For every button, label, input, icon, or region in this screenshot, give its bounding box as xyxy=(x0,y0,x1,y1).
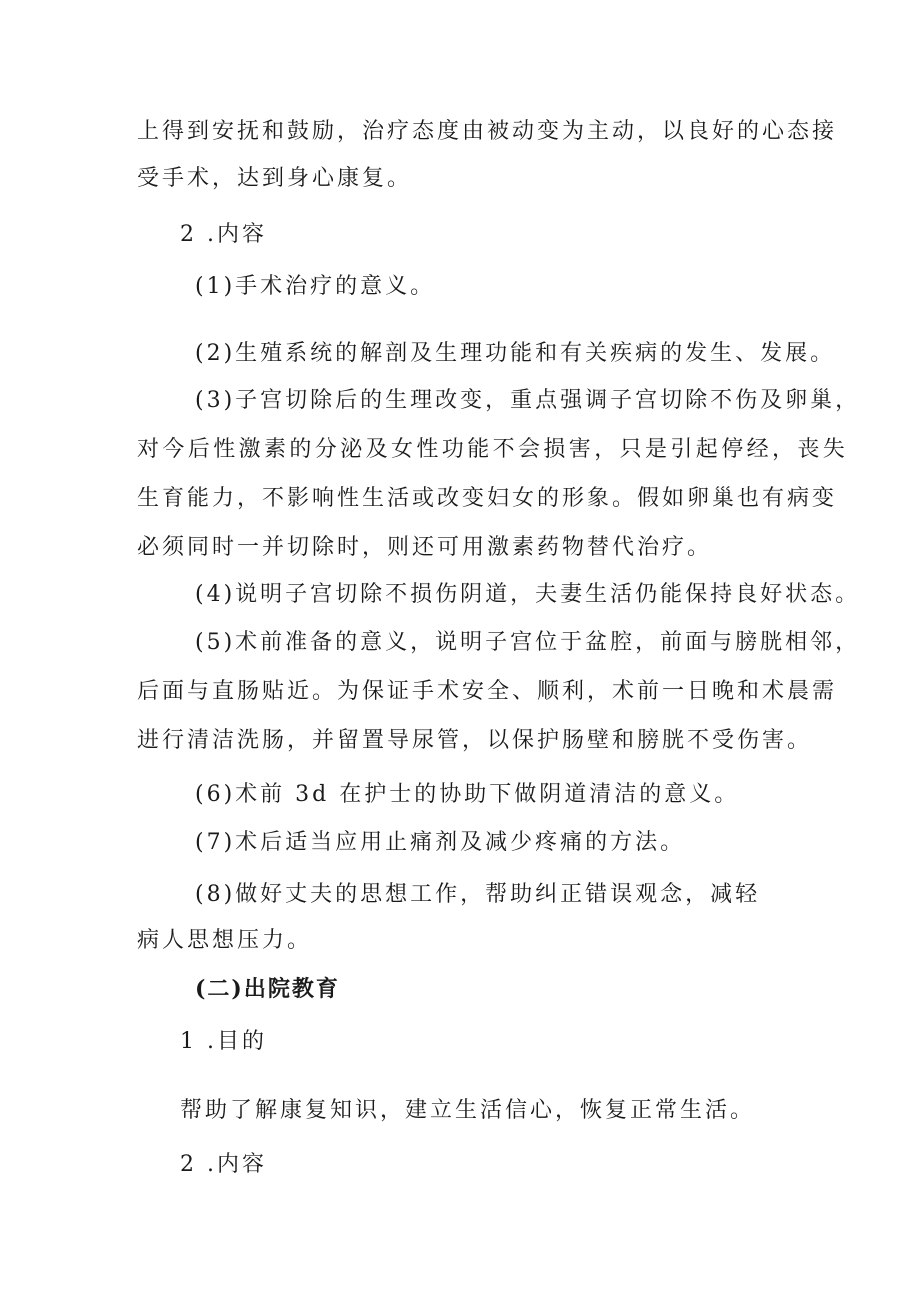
section-heading: 2 .内容 xyxy=(180,1152,267,1177)
paragraph-line: 受手术，达到身心康复。 xyxy=(137,166,413,191)
list-item: (1)手术治疗的意义。 xyxy=(195,274,436,299)
section-heading: 2 .内容 xyxy=(180,222,267,247)
list-item: (6)术前 3d 在护士的协助下做阴道清洁的意义。 xyxy=(195,782,740,807)
section-heading: (二)出院教育 xyxy=(195,976,340,1002)
list-item: (5)术前准备的意义，说明子宫位于盆腔，前面与膀胱相邻， xyxy=(195,630,861,655)
paragraph-line: 帮助了解康复知识，建立生活信心，恢复正常生活。 xyxy=(180,1098,756,1123)
paragraph-line: 必须同时一并切除时，则还可用激素药物替代治疗。 xyxy=(137,535,713,560)
list-item: (8)做好丈夫的思想工作，帮助纠正错误观念，减轻 xyxy=(195,882,761,907)
section-heading: 1 .目的 xyxy=(180,1029,267,1054)
paragraph-line: 生育能力，不影响性生活或改变妇女的形象。假如卵巢也有病变 xyxy=(137,486,838,511)
list-item: (4)说明子宫切除不损伤阴道，夫妻生活仍能保持良好状态。 xyxy=(195,582,861,607)
paragraph-line: 上得到安抚和鼓励，治疗态度由被动变为主动，以良好的心态接 xyxy=(137,119,838,144)
paragraph-line: 对今后性激素的分泌及女性功能不会损害，只是引起停经，丧失 xyxy=(137,437,849,462)
list-item: (7)术后适当应用止痛剂及减少疼痛的方法。 xyxy=(195,830,686,855)
paragraph-line: 后面与直肠贴近。为保证手术安全、顺利，术前一日晚和术晨需 xyxy=(137,679,838,704)
list-item: (3)子宫切除后的生理改变，重点强调子宫切除不伤及卵巢， xyxy=(195,388,861,413)
list-item: (2)生殖系统的解剖及生理功能和有关疾病的发生、发展。 xyxy=(195,341,836,366)
paragraph-line: 进行清洁洗肠，并留置导尿管，以保护肠壁和膀胱不受伤害。 xyxy=(137,728,813,753)
paragraph-line: 病人思想压力。 xyxy=(137,928,313,953)
